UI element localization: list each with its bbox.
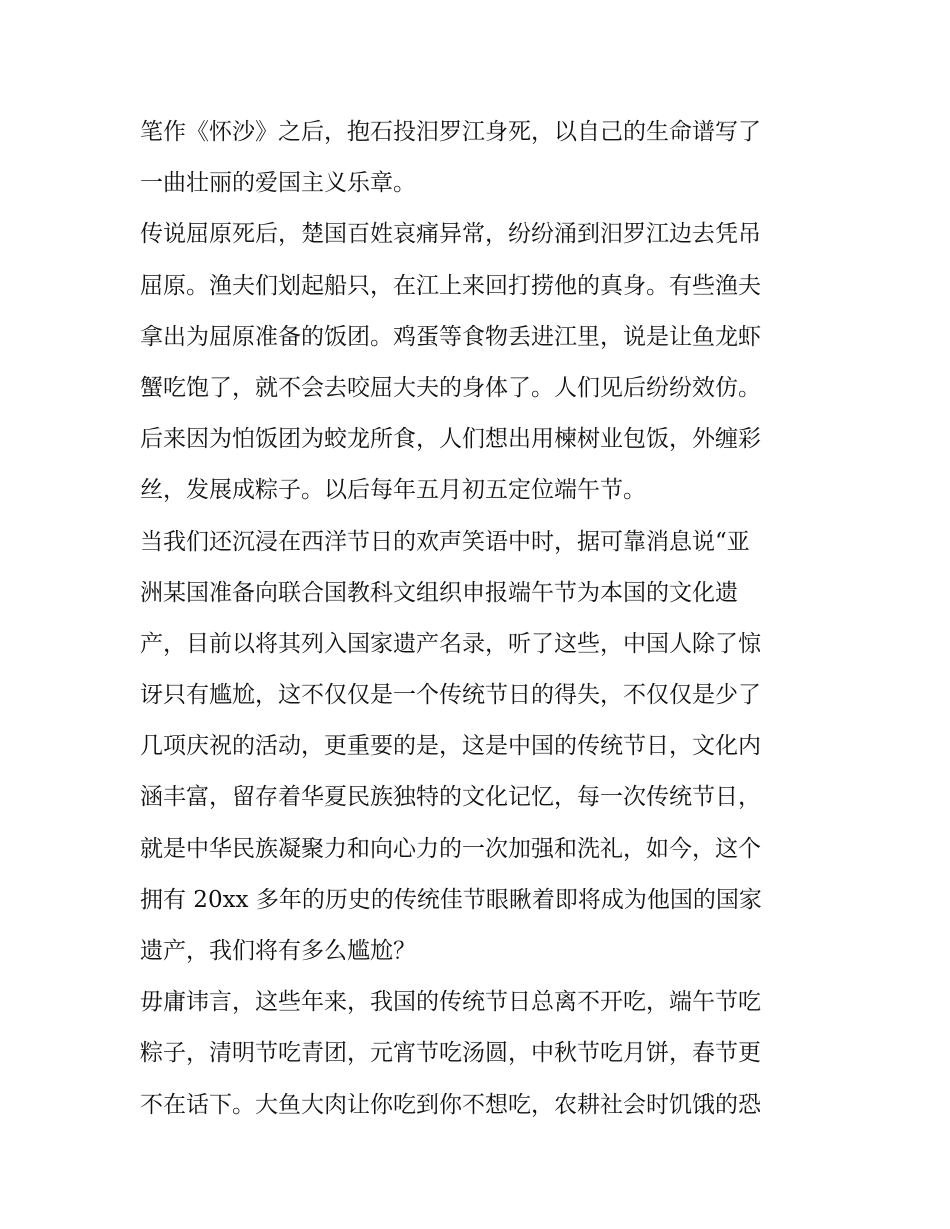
- text-line: 涵丰富，留存着华夏民族独特的文化记忆，每一次传统节日，: [140, 784, 761, 811]
- text-line: 不在话下。大鱼大肉让你吃到你不想吃，农耕社会时饥饿的恐: [140, 1091, 761, 1118]
- text-line: 几项庆祝的活动，更重要的是，这是中国的传统节日，文化内: [140, 733, 761, 760]
- text-line: 传说屈原死后，楚国百姓哀痛异常，纷纷涌到汨罗江边去凭吊: [140, 221, 761, 248]
- text-line: 后来因为怕饭团为蛟龙所食，人们想出用楝树业包饭，外缠彩: [140, 426, 761, 453]
- text-line: 笔作《怀沙》之后，抱石投汨罗江身死，以自己的生命谱写了: [140, 119, 761, 145]
- text-line: 就是中华民族凝聚力和向心力的一次加强和洗礼，如今，这个: [140, 835, 761, 862]
- text-line: 洲某国准备向联合国教科文组织申报端午节为本国的文化遗: [140, 579, 738, 606]
- text-line: 屈原。渔夫们划起船只，在江上来回打捞他的真身。有些渔夫: [140, 272, 761, 299]
- text-line: 蟹吃饱了，就不会去咬屈大夫的身体了。人们见后纷纷效仿。: [140, 374, 761, 401]
- text-line: 一曲壮丽的爱国主义乐章。: [140, 170, 416, 197]
- body-text: [140, 107, 830, 1131]
- text-line: 毋庸讳言，这些年来，我国的传统节日总离不开吃，端午节吃: [140, 989, 761, 1016]
- text-line: 丝，发展成粽子。以后每年五月初五定位端午节。: [140, 477, 646, 504]
- text-line: 讶只有尴尬，这不仅仅是一个传统节日的得失，不仅仅是少了: [140, 682, 761, 709]
- text-line: 拿出为屈原准备的饭团。鸡蛋等食物丢进江里，说是让鱼龙虾: [140, 323, 761, 350]
- text-line: 当我们还沉浸在西洋节日的欢声笑语中时，据可靠消息说“亚: [140, 528, 750, 555]
- text-line: 遗产，我们将有多么尴尬？: [140, 938, 416, 964]
- text-line: 粽子，清明节吃青团，元宵节吃汤圆，中秋节吃月饼，春节更: [140, 1040, 761, 1067]
- text-line: 产，目前以将其列入国家遗产名录，听了这些，中国人除了惊: [140, 630, 761, 657]
- text-line: 拥有 20xx 多年的历史的传统佳节眼瞅着即将成为他国的国家: [140, 886, 762, 913]
